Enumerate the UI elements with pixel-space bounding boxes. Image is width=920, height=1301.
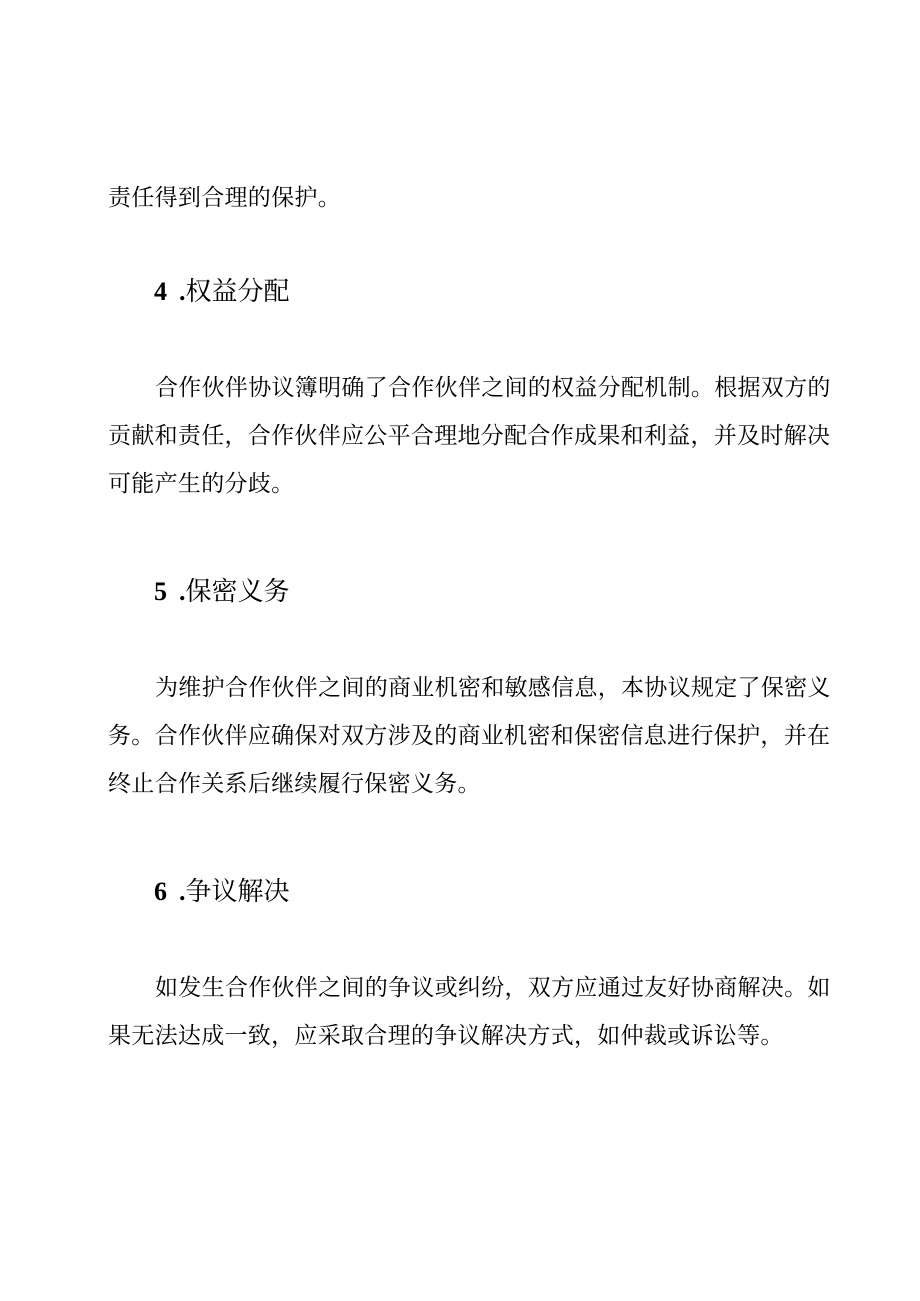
section-heading: 6 .争议解决 [154, 877, 290, 907]
section-number: 5 [154, 577, 167, 606]
paragraph-line: 务。合作伙伴应确保对双方涉及的商业机密和保密信息进行保护，并在 [108, 723, 831, 749]
paragraph-line: 终止合作关系后继续履行保密义务。 [108, 771, 481, 797]
section-number: 4 [154, 277, 167, 306]
paragraph-line: 果无法达成一致，应采取合理的争议解决方式，如仲裁或诉讼等。 [108, 1023, 784, 1049]
paragraph-line: 责任得到合理的保护。 [108, 185, 341, 211]
paragraph-line: 合作伙伴协议簿明确了合作伙伴之间的权益分配机制。根据双方的 [155, 375, 831, 401]
section-title: 权益分配 [185, 277, 290, 307]
section-heading: 4 .权益分配 [154, 277, 290, 307]
section-heading: 5 .保密义务 [154, 577, 290, 607]
paragraph-line: 为维护合作伙伴之间的商业机密和敏感信息，本协议规定了保密义 [155, 675, 831, 701]
paragraph-line: 如发生合作伙伴之间的争议或纠纷，双方应通过友好协商解决。如 [155, 975, 831, 1001]
paragraph-line: 可能产生的分歧。 [108, 471, 295, 497]
section-number: 6 [154, 877, 167, 906]
paragraph-line: 贡献和责任，合作伙伴应公平合理地分配合作成果和利益，并及时解决 [108, 423, 831, 449]
section-title: 争议解决 [185, 877, 290, 907]
section-title: 保密义务 [185, 577, 290, 607]
